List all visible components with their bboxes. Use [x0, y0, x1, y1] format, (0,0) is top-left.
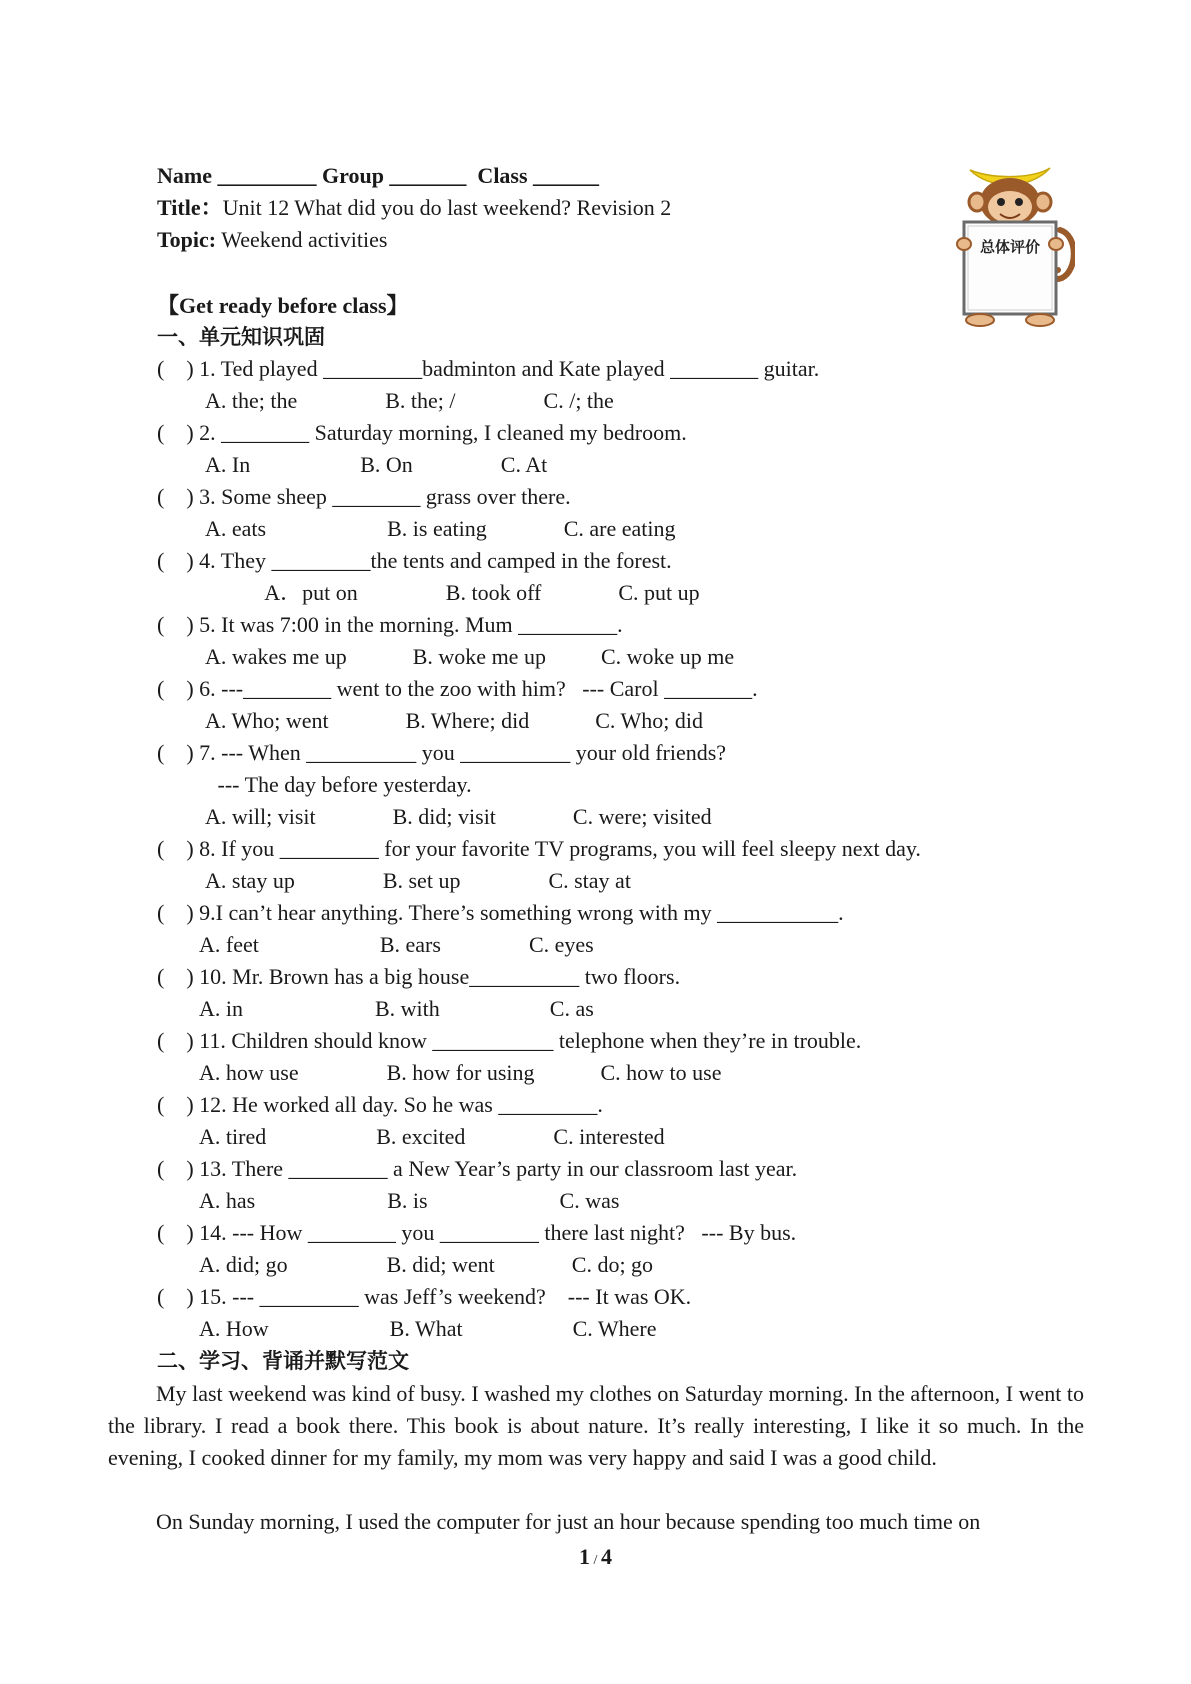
question-options: A. stay up B. set up C. stay at [205, 868, 631, 893]
question-stem: ( ) 13. There _________ a New Year’s party in our classroom last year. [157, 1156, 798, 1181]
question-options: A. will; visit B. did; visit C. were; visited [205, 804, 712, 829]
question-options: A. the; the B. the; / C. /; the [205, 388, 614, 413]
question-options: A. how use B. how for using C. how to use [199, 1060, 722, 1085]
section-get-ready: 【Get ready before class】 [157, 293, 409, 318]
badge-label: 总体评价 [979, 238, 1041, 256]
question-stem: ( ) 2. ________ Saturday morning, I cleaned my bedroom. [157, 420, 687, 445]
question-stem: ( ) 15. --- _________ was Jeff’s weekend? --- It was OK. [157, 1284, 692, 1309]
title-label: Title： [157, 195, 223, 220]
question-options: A. How B. What C. Where [199, 1316, 657, 1341]
section-two-heading: 二、学习、背诵并默写范文 [157, 1349, 409, 1373]
question-options: A. eats B. is eating C. are eating [205, 516, 676, 541]
question-options: A. feet B. ears C. eyes [199, 932, 594, 957]
question-stem: ( ) 1. Ted played _________badminton and Kate played ________ guitar. [157, 356, 820, 381]
question-stem: ( ) 9.I can’t hear anything. There’s something wrong with my ___________. [157, 900, 844, 925]
question-options: A. in B. with C. as [199, 996, 594, 1021]
essay-paragraph-1: My last weekend was kind of busy. I washed my clothes on Saturday morning. In the afternoon, I went to the library. I read a book there. This book is about nature. It’s really interesting, I like it so much. In the evening, I cooked dinner for my family, my mom was very happy and said I was a good child. [108, 1381, 1084, 1470]
monkey-holding-sign-icon [950, 160, 1075, 330]
question-options: A. tired B. excited C. interested [199, 1124, 665, 1149]
question-options: A. Who; went B. Where; did C. Who; did [205, 708, 704, 733]
page-total: 4 [600, 1544, 612, 1569]
topic-value: Weekend activities [216, 227, 388, 252]
question-stem: ( ) 8. If you _________ for your favorite TV programs, you will feel sleepy next day. [157, 836, 921, 861]
question-stem: ( ) 7. --- When __________ you __________ your old friends? [157, 740, 727, 765]
page-separator: / [590, 1553, 601, 1568]
page-current: 1 [579, 1544, 591, 1569]
name-group-class-line: Name _________ Group _______ Class ______ [157, 163, 600, 188]
topic-label: Topic: [157, 227, 217, 252]
question-options: A. In B. On C. At [205, 452, 548, 477]
question-options: A. has B. is C. was [199, 1188, 620, 1213]
question-stem: ( ) 5. It was 7:00 in the morning. Mum _________. [157, 612, 623, 637]
question-stem: ( ) 14. --- How ________ you _________ there last night? --- By bus. [157, 1220, 797, 1245]
section-one-heading: 一、单元知识巩固 [157, 325, 325, 349]
topic-line [157, 225, 387, 255]
question-stem: ( ) 11. Children should know ___________ telephone when they’re in trouble. [157, 1028, 862, 1053]
question-options: A. did; go B. did; went C. do; go [199, 1252, 654, 1277]
essay-paragraph-2: On Sunday morning, I used the computer for just an hour because spending too much time on [156, 1509, 981, 1534]
question-options: A. wakes me up B. woke me up C. woke up me [205, 644, 735, 669]
question-stem: ( ) 6. ---________ went to the zoo with him? --- Carol ________. [157, 676, 758, 701]
question-options: A．put on B. took off C. put up [205, 580, 700, 605]
question-extra-line: --- The day before yesterday. [212, 772, 472, 797]
page-number [0, 1544, 1191, 1570]
question-stem: ( ) 3. Some sheep ________ grass over there. [157, 484, 571, 509]
question-stem: ( ) 4. They _________the tents and camped in the forest. [157, 548, 672, 573]
question-stem: ( ) 10. Mr. Brown has a big house__________ two floors. [157, 964, 681, 989]
title-line [157, 193, 671, 223]
question-stem: ( ) 12. He worked all day. So he was _________. [157, 1092, 603, 1117]
title-value: Unit 12 What did you do last weekend? Revision 2 [222, 195, 672, 220]
